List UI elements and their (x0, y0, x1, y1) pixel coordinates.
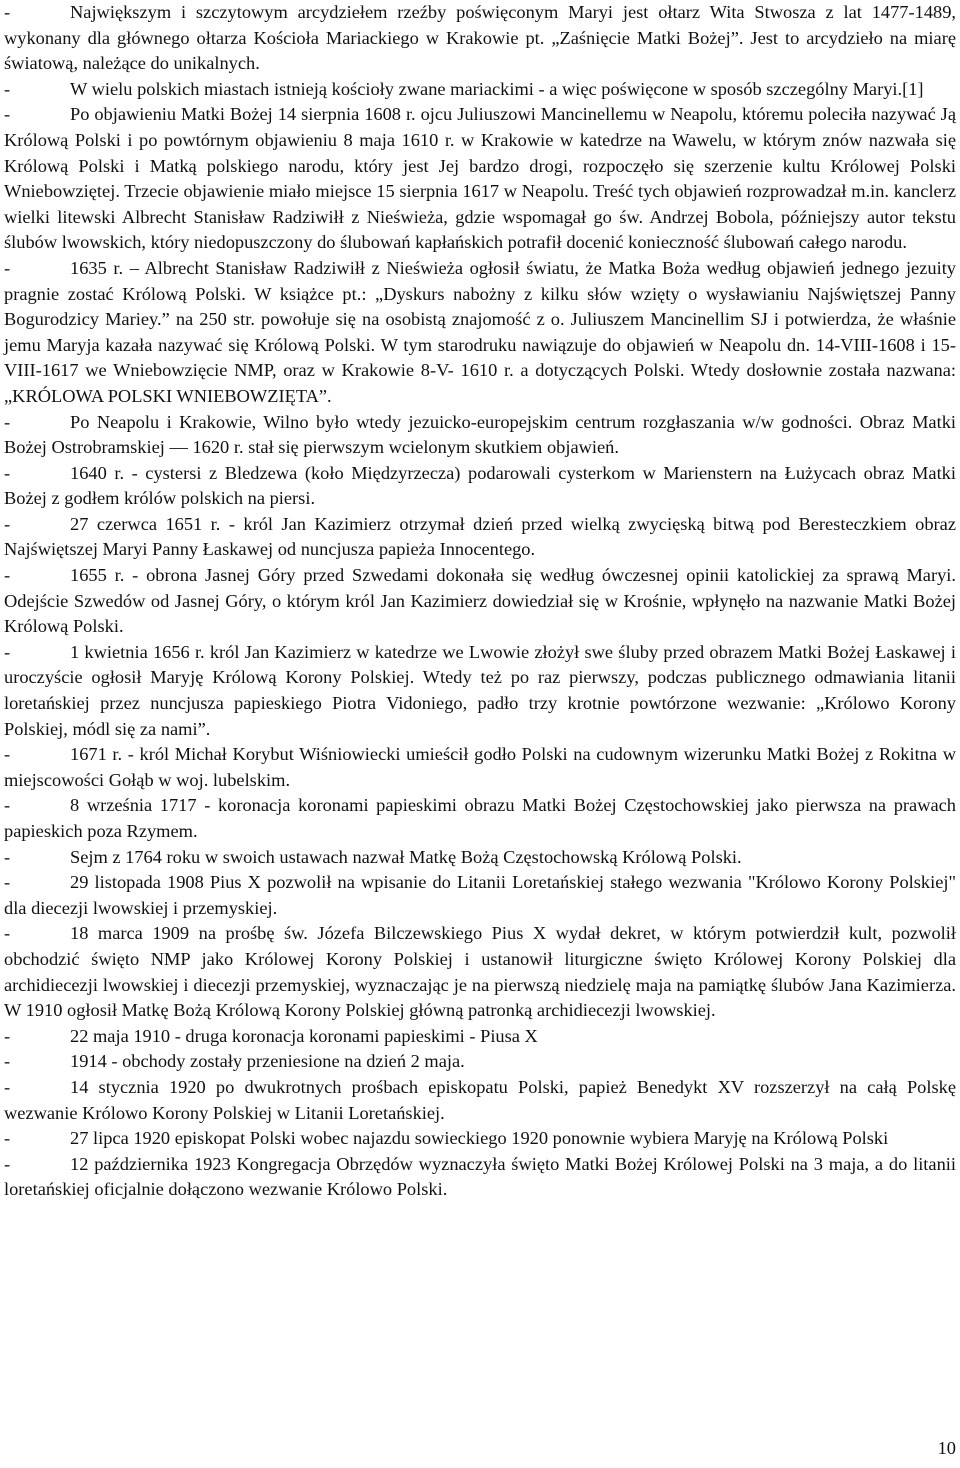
list-item-text: 12 października 1923 Kongregacja Obrzędów wyznaczyła święto Matki Bożej Królowej Polski na 3 maja, a do litanii loretańskiej oficjalnie dołączono wezwanie Królowo Polski. (4, 1153, 956, 1200)
list-item (4, 640, 956, 742)
list-dash: - (4, 795, 11, 816)
list-item-text: Po Neapolu i Krakowie, Wilno było wtedy jezuicko-europejskim centrum rozgłaszania w/w godności. Obraz Matki Bożej Ostrobramskiej — 1620 r. stał się pierwszym wcielonym skutkiem objawień. (4, 411, 956, 458)
list-item (4, 1075, 956, 1126)
list-item (4, 742, 956, 793)
list-item-text: W wielu polskich miastach istnieją kościoły zwane mariackimi - a więc poświęcone w sposób szczególny Maryi.[1] (70, 78, 924, 99)
list-item (4, 512, 956, 563)
list-item-text: 1 kwietnia 1656 r. król Jan Kazimierz w katedrze we Lwowie złożył swe śluby przed obrazem Matki Bożej Łaskawej i uroczyście ogłosił Maryję Królową Korony Polskiej. Wtedy też po raz pierwszy, podczas publicznego odmawiania litanii loretańskiej przez nuncjusza papieskiego Piotra Vidoniego, padło trzy krotnie powtórzone wezwanie: „Królowo Korony Polskiej, módl się za nami”. (4, 641, 956, 739)
list-dash: - (4, 565, 11, 586)
list-item (4, 461, 956, 512)
list-dash: - (4, 1051, 11, 1072)
list-item (4, 102, 956, 256)
list-item-text: 1635 r. – Albrecht Stanisław Radziwiłł z Nieświeża ogłosił światu, że Matka Boża według objawień jednego jezuity pragnie zostać Królową Polski. W książce pt.: „Dyskurs nabożny z kilku słów wzięty o wysławianiu Najświętszej Panny Bogurodzicy Mariey.” na 250 str. powołuje się na osobistą znajomość z o. Juliuszem Mancinellim SJ i potwierdza, że właśnie jemu Maryja kazała nazywać się Królową Polski. W tym starodruku nawiązuje do objawień w Neapolu dn. 14-VIII-1608 i 15-VIII-1617 we Wniebowzięcie NMP, oraz w Krakowie 8-V- 1610 r. a dotyczących Polski. Wtedy dosłownie została nazwana: „KRÓLOWA POLSKI WNIEBOWZIĘTA”. (4, 257, 956, 406)
list-dash: - (4, 462, 11, 483)
list-item-text: 1640 r. - cystersi z Bledzewa (koło Międzyrzecza) podarowali cysterkom w Marienstern na Łużycach obraz Matki Bożej z godłem królów polskich na piersi. (4, 462, 956, 509)
list-item-text: 1914 - obchody zostały przeniesione na dzień 2 maja. (70, 1051, 465, 1072)
list-dash: - (4, 411, 11, 432)
list-item (4, 410, 956, 461)
list-item (4, 921, 956, 1023)
list-dash: - (4, 846, 11, 867)
list-dash: - (4, 641, 11, 662)
list-item-text: 1655 r. - obrona Jasnej Góry przed Szwedami dokonała się według ówczesnej opinii katolickiej za sprawą Maryi. Odejście Szwedów od Jasnej Góry, o którym król Jan Kazimierz dowiedział się w Krośnie, wpłynęło na nazwanie Matki Bożej Królową Polski. (4, 565, 956, 637)
list-dash: - (4, 1025, 11, 1046)
list-dash: - (4, 744, 11, 765)
list-dash: - (4, 257, 11, 278)
list-item-text: 27 lipca 1920 episkopat Polski wobec najazdu sowieckiego 1920 ponownie wybiera Maryję na Królową Polski (70, 1128, 889, 1149)
list-item-text: 29 listopada 1908 Pius X pozwolił na wpisanie do Litanii Loretańskiej stałego wezwania "Królowo Korony Polskiej" dla diecezji lwowskiej i przemyskiej. (4, 872, 956, 918)
list-dash: - (4, 1128, 11, 1149)
list-dash: - (4, 2, 11, 22)
list-item (4, 77, 956, 103)
list-item-text: 1671 r. - król Michał Korybut Wiśniowiecki umieścił godło Polski na cudownym wizerunku Matki Bożej z Rokitna w miejscowości Gołąb w woj. lubelskim. (4, 744, 956, 790)
list-item-text: 8 września 1717 - koronacja koronami papieskimi obrazu Matki Bożej Częstochowskiej jako pierwsza na prawach papieskich poza Rzymem. (4, 795, 956, 841)
list-item-text: 18 marca 1909 na prośbę św. Józefa Bilczewskiego Pius X wydał dekret, w którym potwierdził kult, pozwolił obchodzić święto NMP jako Królowej Korony Polskiej i ustanowił liturgiczne święto Królowej Korony Polskiej dla archidiecezji lwowskiej i diecezji przemyskiej, wyznaczając je na pierwszą niedzielę maja na pamiątkę ślubów Jana Kazimierza. W 1910 ogłosił Matkę Bożą Królową Korony Polskiej główną patronką archidiecezji lwowskiej. (4, 923, 956, 1021)
list-item-text: 22 maja 1910 - druga koronacja koronami papieskimi - Piusa X (70, 1025, 538, 1046)
list-item-text: Największym i szczytowym arcydziełem rzeźby poświęconym Maryi jest ołtarz Wita Stwosza z lat 1477-1489, wykonany dla głównego ołtarza Kościoła Mariackiego w Krakowie pt. „Zaśnięcie Matki Bożej”. Jest to arcydzieło na miarę światową, należące do unikalnych. (4, 2, 956, 74)
list-item (4, 563, 956, 640)
list-item-text: Po objawieniu Matki Bożej 14 sierpnia 1608 r. ojcu Juliuszowi Mancinellemu w Neapolu, któremu poleciła nazywać Ją Królową Polski i po powtórnym objawieniu 8 maja 1610 r. w Krakowie w katedrze na Wawelu, w którym znów nazwała się Królową Polski i Matką polskiego narodu, który jest Jej bardzo drogi, rozpoczęło się szerzenie kultu Królowej Polski Wniebowziętej. Trzecie objawienie miało miejsce 15 sierpnia 1617 w Neapolu. Treść tych objawień rozprowadzał m.in. kanclerz wielki litewski Albrecht Stanisław Radziwiłł z Nieświeża, gdzie wspomagał go św. Andrzej Bobola, późniejszy autor tekstu ślubów lwowskich, który niedopuszczony do ślubowań kapłańskich potrafił docenić konieczność ślubowań całego narodu. (4, 104, 956, 253)
list-item (4, 1126, 956, 1152)
list-item-text: Sejm z 1764 roku w swoich ustawach nazwał Matkę Bożą Częstochowską Królową Polski. (70, 846, 742, 867)
list-item (4, 845, 956, 871)
list-dash: - (4, 78, 11, 99)
list-item-text: 14 stycznia 1920 po dwukrotnych prośbach episkopatu Polski, papież Benedykt XV rozszerzył na całą Polskę wezwanie Królowo Korony Polskiej w Litanii Loretańskiej. (4, 1076, 956, 1123)
list-item (4, 870, 956, 921)
list-item-text: 27 czerwca 1651 r. - król Jan Kazimierz otrzymał dzień przed wielką zwycięską bitwą pod Beresteczkiem obraz Najświętszej Maryi Panny Łaskawej od nuncjusza papieża Innocentego. (4, 513, 956, 560)
list-item (4, 1024, 956, 1050)
list-dash: - (4, 923, 11, 944)
list-item (4, 0, 956, 77)
list-dash: - (4, 872, 11, 893)
list-dash: - (4, 1153, 11, 1174)
list-dash: - (4, 1076, 11, 1097)
list-item (4, 1049, 956, 1075)
page-number: 10 (937, 1438, 956, 1458)
list-item (4, 256, 956, 410)
document-page (4, 0, 956, 1203)
list-item (4, 793, 956, 844)
list-dash: - (4, 513, 11, 534)
list-dash: - (4, 104, 11, 125)
list-item (4, 1152, 956, 1203)
